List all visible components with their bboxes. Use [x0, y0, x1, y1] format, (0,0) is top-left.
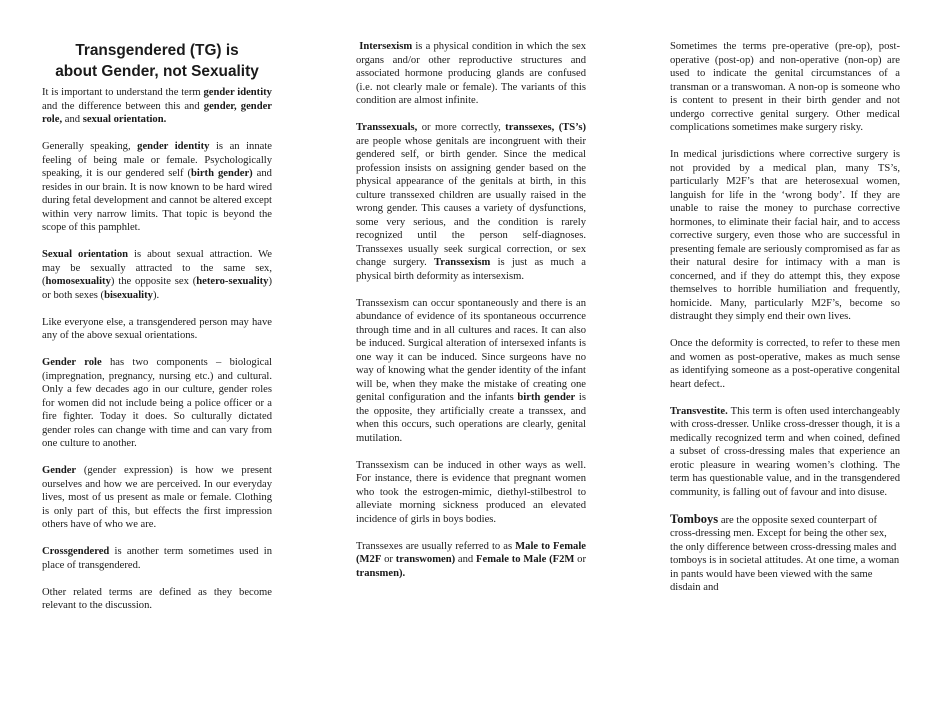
term-transmen: transmen).: [356, 567, 406, 579]
transsexism-occurrence-paragraph: [356, 297, 586, 446]
text: is just as much a physical birth deformity as intersexism.: [356, 257, 586, 282]
related-terms-paragraph: Other related terms are defined as they become relevant to the discussion.: [42, 586, 272, 611]
text: has two components – biological (impregnation, pregnancy, nursing etc.) and cultural. Only a few decades ago in our culture, gender roles for women did not include being a police officer or a fire fighter. Today it does. So culturally dictated gender roles can change with time and can vary from one culture to another.: [42, 357, 272, 449]
induced-transsexism-paragraph: Transsexism can be induced in other ways as well. For instance, there is evidence that pregnant women who took the estrogen-mimic, diethyl-stilbestrol to alleviate morning sickness produced an elevated incidence of girls in boys bodies.: [356, 459, 586, 525]
text: or more correctly,: [417, 122, 506, 133]
text: is another term sometimes used in place of transgendered.: [42, 546, 272, 571]
term-gender-role: Gender role: [42, 357, 102, 368]
gender-expression-paragraph: [42, 464, 272, 532]
text: and: [62, 114, 83, 125]
term-sexual-orientation: sexual orientation.: [82, 114, 167, 125]
text: Transsexes are usually referred to as: [356, 540, 516, 552]
sexual-orientation-paragraph: [42, 248, 272, 302]
term-gender: Gender: [42, 465, 77, 476]
intersexism-paragraph: [356, 40, 586, 108]
term-transsexism: Transsexism: [434, 257, 491, 268]
term-gender-identity: gender identity: [137, 141, 210, 152]
term-heterosexuality: hetero-sexuality: [196, 276, 269, 287]
gender-role-paragraph: [42, 356, 272, 451]
term-crossgendered: Crossgendered: [42, 546, 110, 557]
text: ) or both sexes (: [42, 276, 272, 301]
text: or: [381, 554, 396, 565]
text: is an innate feeling of being male or female. Psychologically speaking, it is our gendered self (: [42, 141, 272, 179]
term-transsexes: transsexes, (TS’s): [505, 122, 586, 133]
term-transsexuals: Transsexuals,: [356, 122, 418, 133]
text: and resides in our brain. It is now known to be hard wired during fetal development and cannot be altered except within very narrow limits. That topic is beyond the scope of this pamphlet.: [42, 168, 272, 233]
gender-identity-intro-paragraph: [42, 86, 272, 127]
pamphlet-title: [42, 40, 272, 82]
text: It is important to understand the term: [42, 87, 204, 98]
transvestite-paragraph: [670, 405, 900, 500]
column-2: [356, 40, 586, 594]
term-male-to-female: Male to Female (M2F: [356, 540, 586, 565]
orientation-note-paragraph: Like everyone else, a transgendered person may have any of the above sexual orientations.: [42, 316, 272, 341]
text: ).: [152, 289, 160, 301]
text: or: [574, 554, 587, 565]
term-transwomen: transwomen): [395, 554, 456, 565]
text: is about sexual attraction. We may be sexually attracted to the same sex, (: [42, 249, 272, 287]
text: Generally speaking,: [42, 141, 138, 152]
text: are people whose genitals are incongruent with their gendered self, or birth gender. Since the medical profession insists on assigning gender based on the physical appearance of the genitals at birth, in this culture transsexed children are usually raised in the wrong gender. This causes a variety of dysfunctions, some very serious, and the condition is rarely recognized until the person self-diagnoses. Transsexes usually seek surgical correction, or sex change surgery.: [356, 135, 586, 268]
term-female-to-male: Female to Male (F2M: [476, 554, 575, 565]
text: Transsexism can occur spontaneously and there is an abundance of evidence of its spontaneous occurrence through time and in all cultures and races. It can also be induced. Surgical alteration of intersexed infants is one way it can be induced. Since surgeons have no way of knowing what the gender identity of the infant will be, when they make the mistake of creating one genital configuration and the infants: [356, 297, 586, 403]
term-homosexuality: homosexuality: [45, 276, 111, 287]
term-bisexuality: bisexuality: [104, 289, 153, 301]
text: are the opposite sexed counterpart of cross-dressing men. Except for being the other sex, the only difference between cross-dressing males and tomboys is in societal attitudes. At one time, a woman in pants would have been viewed with the same disdain and: [670, 514, 900, 593]
text: ) the opposite sex (: [110, 276, 197, 287]
column-3: [670, 40, 900, 608]
column-1: [42, 40, 272, 626]
crossgendered-paragraph: [42, 545, 272, 572]
text: is the opposite, they artificially create a transsex, and when this occurs, such operations are clearly, genital mutilation.: [356, 392, 587, 444]
gender-identity-paragraph: [42, 140, 272, 235]
text: This term is often used interchangeably with cross-dresser. Unlike cross-dresser though, it is a medically recognized term and when coined, defined a subset of cross-dressing males that experience an erotic pleasure in wearing women’s clothing. The term has questionable value, and in the transgendered community, is falling out of favour and into disuse.: [670, 405, 900, 498]
title-line-2: about Gender, not Sexuality: [55, 63, 259, 80]
text: and the difference between this and: [42, 100, 204, 112]
transsexuals-paragraph: [356, 121, 586, 283]
term-gender-role: gender, gender role,: [42, 100, 272, 125]
title-line-1: Transgendered (TG) is: [75, 42, 239, 59]
text: and: [455, 554, 477, 565]
medical-jurisdictions-paragraph: In medical jurisdictions where corrective surgery is not provided by a medical plan, many TS’s, particularly M2F’s that are heterosexual women, languish for life in the ‘wrong body’. If they are unable to raise the money to purchase corrective hormones, to eliminate their facial hair, and to access corrective surgery, even those who are successful in presenting female are seriously compromised as far as their natural desire for intimacy with a man is concerned, and if they do attempt this, they expose themselves to horrible humiliation and frequently, homicide. Many, particularly M2F’s, become so distraught they simply end their own lives.: [670, 149, 900, 322]
text: (gender expression) is how we present ourselves and how we are perceived. In our everyday lives, most of us present as male or female. Clothing is only part of this, but effects the first impression others have of who we are.: [42, 465, 272, 530]
term-transvestite: Transvestite.: [670, 405, 728, 417]
operative-terms-paragraph: Sometimes the terms pre-operative (pre-op), post-operative (post-op) and non-operative (non-op) are used to indicate the genital circumstances of a transman or a transwoman. A non-op is someone who is content to present in their birth gender and not undergo corrective genital surgery. Other medical complications sometimes make surgery risky.: [670, 41, 900, 133]
tomboys-paragraph: [670, 513, 900, 595]
term-gender-identity: gender identity: [203, 87, 272, 98]
term-tomboys: Tomboys: [670, 511, 719, 526]
term-intersexism: Intersexism: [359, 41, 413, 52]
term-birth-gender: birth gender): [191, 168, 253, 179]
m2f-f2m-paragraph: [356, 540, 586, 581]
text: is a physical condition in which the sex organs and/or other reproductive structures and associated hormone producing glands are confused (i.e. not clearly male or female). The variants of this condition are almost infinite.: [356, 41, 586, 106]
term-birth-gender: birth gender: [517, 392, 576, 403]
post-operative-paragraph: Once the deformity is corrected, to refer to these men and women as post-operative, makes as much sense as identifying someone as a post-operative congenital heart defect..: [670, 338, 900, 390]
term-sexual-orientation: Sexual orientation: [42, 249, 129, 260]
